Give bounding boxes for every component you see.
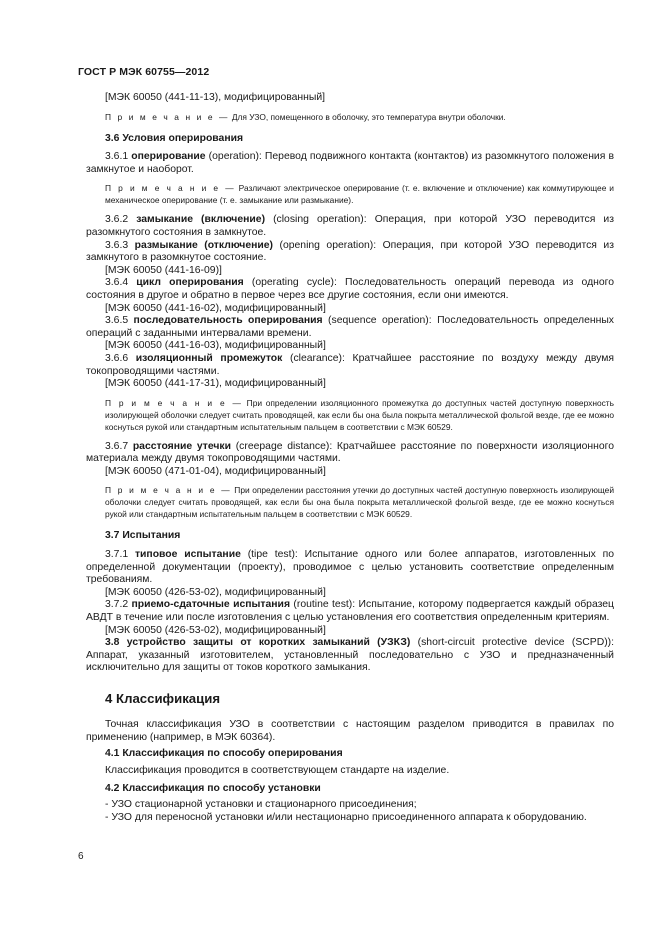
term-3-6-3: 3.6.3 размыкание (отключение) (opening operation): Операция, при которой УЗО переводится из замкнутого в разомкнутое состояние. (86, 239, 614, 264)
term-3-6-5: 3.6.5 последовательность оперирования (sequence operation): Последовательность определенных операций с заданными интервалами времени. (86, 315, 614, 339)
section-text-4-1: Классификация проводится в соответствующем стандарте на изделие. (105, 764, 450, 776)
document-body (86, 92, 614, 824)
document-header: ГОСТ Р МЭК 60755—2012 (78, 66, 210, 78)
term-3-7-2: 3.7.2 приемо-сдаточные испытания (routine test): Испытание, которому подвергается каждый образец АВДТ в течение или после изготовления с целью установления его соответствия определенным критериям. (86, 599, 614, 624)
list-item: - УЗО стационарной установки и стационарного присоединения; (105, 798, 417, 810)
reference-line: [МЭК 60050 (426-53-02), модифицированный] (105, 586, 326, 598)
note: П р и м е ч а н и е — Различают электрическое оперирование (т. е. включение и отключение) как коммутирующее и механическое оперирование (т. е. замыкание или размыкание). (105, 183, 614, 206)
term-3-6-2: 3.6.2 замыкание (включение) (closing operation): Операция, при которой УЗО переводится из разомкнутого состояния в замкнутое. (86, 214, 614, 238)
reference-line: [МЭК 60050 (426-53-02), модифицированный] (105, 624, 326, 636)
term-3-7-1: 3.7.1 типовое испытание (tipe test): Испытание одного или более аппаратов, изготовленных по определенной документации (проекту), проводимое с целью установить соответствие определенным требованиям. (86, 549, 615, 586)
reference-line: [МЭК 60050 (441-11-13), модифицированный] (105, 92, 326, 103)
note: П р и м е ч а н и е — Для УЗО, помещенного в оболочку, это температура внутри оболочки. (105, 111, 506, 122)
reference-line: [МЭК 60050 (441-17-31), модифицированный] (105, 378, 326, 390)
note: П р и м е ч а н и е — При определении изоляционного промежутка до доступных частей доступную поверхность изолирующей оболочки следует считать проводящей, как если бы она была покрыта металлической фольгой везде, где ее можно коснуться рукой или стандартным испытательным пальцем в соответствии с МЭК 60529. (105, 397, 614, 432)
reference-line: [МЭК 60050 (441-16-03), модифицированный] (105, 340, 326, 352)
term-3-6-1: 3.6.1 оперирование (operation): Перевод подвижного контакта (контактов) из разомкнутого положения в замкнутое и наоборот. (86, 151, 615, 175)
section-heading-4-1: 4.1 Классификация по способу оперирования (105, 748, 343, 760)
reference-line: [МЭК 60050 (441-16-02), модифицированный] (105, 302, 326, 314)
note: П р и м е ч а н и е — При определении расстояния утечки до доступных частей доступную поверхность изолирующей оболочки следует считать проводящей, как если бы она была покрыта металлической фольгой везде, где ее можно коснуться рукой или стандартным испытательным пальцем в соответствии с МЭК 60529. (105, 485, 614, 520)
reference-line: [МЭК 60050 (471-01-04), модифицированный] (105, 465, 326, 477)
list-item: - УЗО для переносной установки и/или нестационарно присоединенного аппарата к оборудованию. (105, 811, 587, 823)
section-heading-3-6: 3.6 Условия оперирования (105, 132, 244, 144)
term-3-6-4: 3.6.4 цикл оперирования (operating cycle): Последовательность операций перевода из одного состояния в другое и обратно в первое через все другие состояния, если они имеются. (86, 277, 614, 301)
term-3-6-6: 3.6.6 изоляционный промежуток (clearance): Кратчайшее расстояние по воздуху между двумя токопроводящими частями. (86, 352, 614, 377)
chapter-heading-4: 4 Классификация (105, 691, 221, 706)
term-3-6-7: 3.6.7 расстояние утечки (creepage distance): Кратчайшее расстояние по поверхности изоляционного материала между двумя токопроводящими частями. (86, 440, 615, 465)
section-heading-3-7: 3.7 Испытания (105, 530, 181, 542)
page-number: 6 (78, 851, 84, 862)
section-heading-4-2: 4.2 Классификация по способу установки (105, 783, 321, 795)
term-3-8: 3.8 устройство защиты от коротких замыканий (УЗКЗ) (short-circuit protective device (SCPD)): Аппарат, указанный изготовителем, установленный последовательно с УЗО и предназначенный исключительно для защиты от токов короткого замыкания. (86, 637, 615, 674)
chapter-intro: Точная классификация УЗО в соответствии с настоящим разделом приводится в правилах по применению (например, в МЭК 60364). (86, 719, 614, 743)
reference-line: [МЭК 60050 (441-16-09)] (105, 264, 222, 276)
